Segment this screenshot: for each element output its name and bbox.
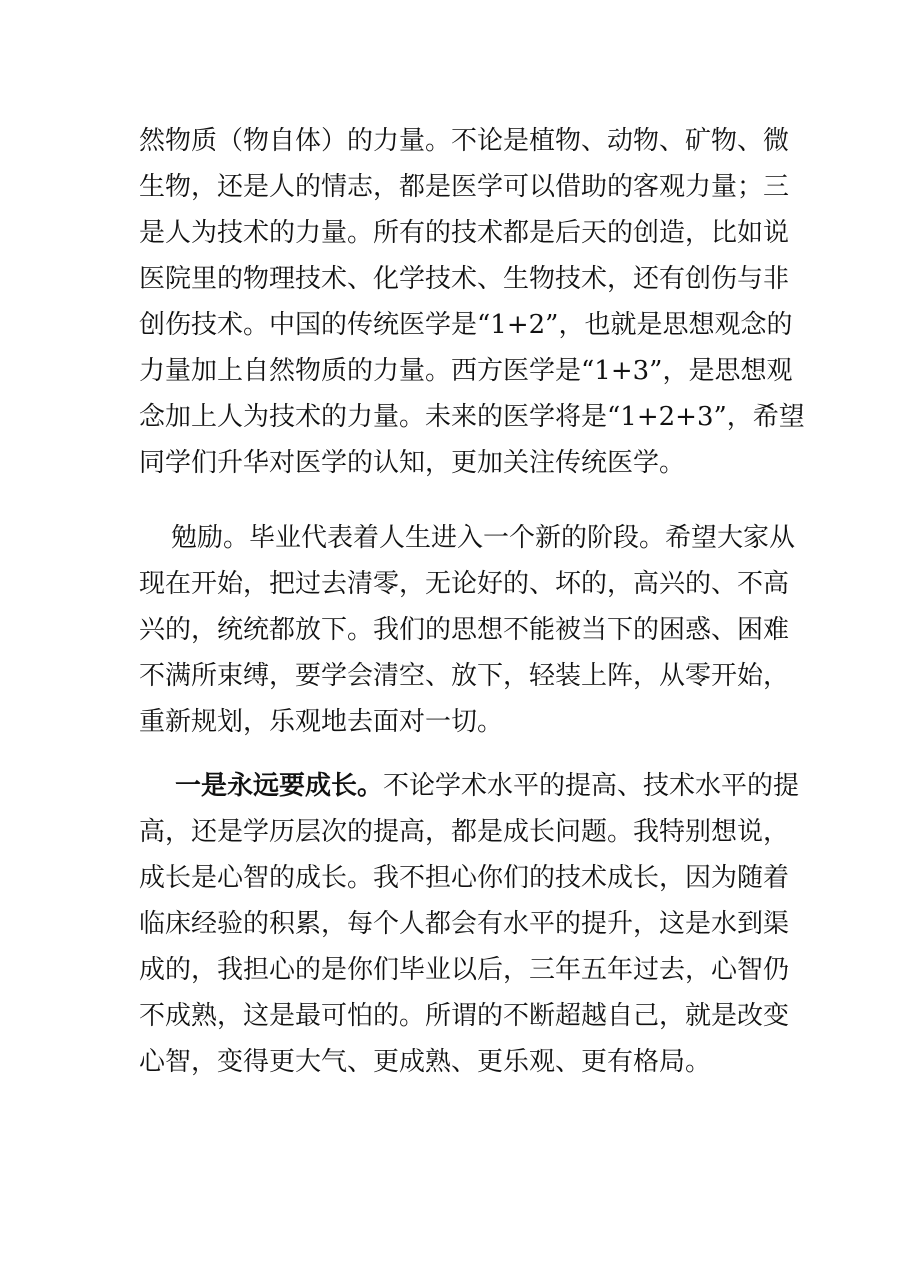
paragraph-line: 力量加上自然物质的力量。西方医学是“1+3”，是思想观 [139, 356, 793, 386]
paragraph-3 [139, 763, 800, 1085]
paragraph-heading: 一是永远要成长。 [175, 771, 384, 801]
paragraph-1 [139, 118, 805, 486]
paragraph-line: 是人为技术的力量。所有的技术都是后天的创造，比如说 [139, 218, 790, 248]
paragraph-line: 临床经验的积累，每个人都会有水平的提升，这是水到渠 [139, 909, 790, 939]
paragraph-line: 兴的，统统都放下。我们的思想不能被当下的困惑、困难 [139, 615, 790, 645]
paragraph-line: 成长是心智的成长。我不担心你们的技术成长，因为随着 [139, 863, 790, 893]
paragraph-line: 不成熟，这是最可怕的。所谓的不断超越自己，就是改变 [139, 1001, 790, 1031]
paragraph-line: 同学们升华对医学的认知，更加关注传统医学。 [139, 448, 686, 478]
paragraph-line: 重新规划，乐观地去面对一切。 [139, 707, 504, 737]
paragraph-first-line-text: 不论学术水平的提高、技术水平的提 [383, 771, 800, 801]
paragraph-2 [139, 515, 796, 745]
paragraph-line: 勉励。毕业代表着人生进入一个新的阶段。希望大家从 [171, 523, 796, 553]
paragraph-line: 然物质（物自体）的力量。不论是植物、动物、矿物、微 [139, 126, 790, 156]
paragraph-line: 创伤技术。中国的传统医学是“1+2”，也就是思想观念的 [139, 310, 793, 340]
paragraph-line: 现在开始，把过去清零，无论好的、坏的，高兴的、不高 [139, 569, 790, 599]
paragraph-first-line [139, 763, 800, 809]
paragraph-line: 念加上人为技术的力量。未来的医学将是“1+2+3”，希望 [139, 402, 805, 432]
paragraph-line: 生物，还是人的情志，都是医学可以借助的客观力量；三 [139, 172, 790, 202]
paragraph-line: 不满所束缚，要学会清空、放下，轻装上阵，从零开始， [139, 661, 790, 691]
paragraph-line: 成的，我担心的是你们毕业以后，三年五年过去，心智仍 [139, 955, 790, 985]
paragraph-line: 医院里的物理技术、化学技术、生物技术，还有创伤与非 [139, 264, 790, 294]
paragraph-line: 心智，变得更大气、更成熟、更乐观、更有格局。 [139, 1047, 712, 1077]
paragraph-line: 高，还是学历层次的提高，都是成长问题。我特别想说， [139, 817, 790, 847]
